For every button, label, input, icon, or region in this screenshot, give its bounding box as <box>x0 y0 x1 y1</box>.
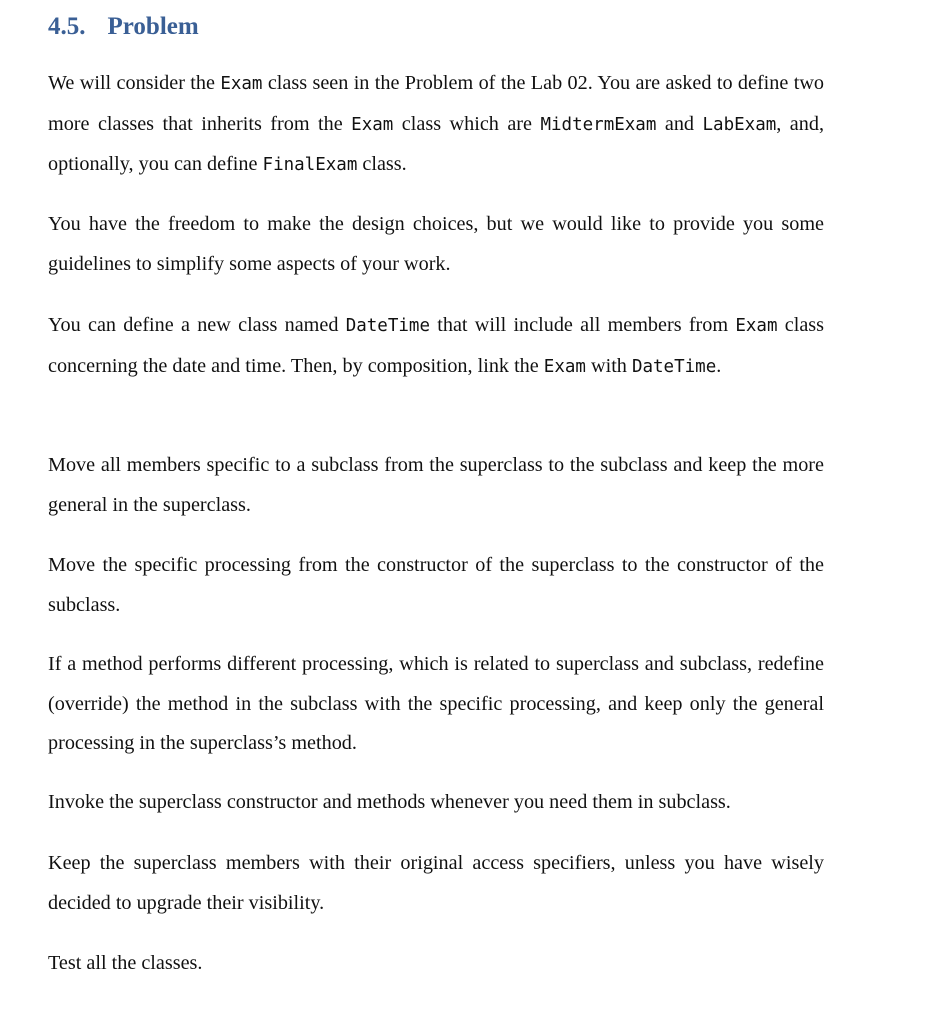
code-midtermexam: MidtermExam <box>540 114 657 135</box>
code-labexam: LabExam <box>702 114 777 135</box>
paragraph-freedom: You have the freedom to make the design choices, but we would like to provide you some guidelines to simplify some aspects of your work. <box>48 213 824 275</box>
paragraph-override: If a method performs different processing, which is related to superclass and subclass, redefine (override) the method in the subclass with the specific processing, and keep only the general processing in the superclass’s method. <box>48 653 824 754</box>
text-run: , and, optionally, you can define <box>48 112 825 175</box>
section-number: 4.5. <box>48 13 86 40</box>
code-exam: Exam <box>543 356 586 377</box>
paragraph-datetime <box>48 306 824 387</box>
text-run: class. <box>357 153 407 175</box>
section-heading <box>48 13 199 41</box>
code-finalexam: FinalExam <box>262 155 358 175</box>
text-run: and <box>656 112 703 135</box>
code-exam: Exam <box>735 316 778 336</box>
text-run: class seen in the Problem of the Lab 02. You are asked to define two more classes that inherits from the <box>48 72 824 135</box>
text-run: We will consider the <box>48 72 221 94</box>
text-run: that will include all members from <box>429 314 736 336</box>
code-exam: Exam <box>351 114 394 135</box>
paragraph-test: Test all the classes. <box>48 952 203 974</box>
code-datetime: DateTime <box>345 316 430 336</box>
paragraph-access: Keep the superclass members with their original access specifiers, unless you have wisely decided to upgrade their visibility. <box>48 852 824 914</box>
text-run: class concerning the date and time. Then, by composition, link the <box>48 314 825 377</box>
text-run: with <box>585 354 632 377</box>
paragraph-invoke: Invoke the superclass constructor and methods whenever you need them in subclass. <box>48 791 731 813</box>
paragraph-move-processing: Move the specific processing from the constructor of the superclass to the constructor of the subclass. <box>48 554 824 616</box>
code-datetime: DateTime <box>631 356 717 377</box>
paragraph-move-members: Move all members specific to a subclass from the superclass to the subclass and keep the more general in the superclass. <box>48 454 824 516</box>
text-run: . <box>716 354 722 377</box>
text-run: class which are <box>393 112 541 135</box>
section-title: Problem <box>107 13 199 40</box>
code-exam: Exam <box>220 74 263 94</box>
text-run: You can define a new class named <box>48 314 346 336</box>
paragraph-intro <box>48 64 824 186</box>
